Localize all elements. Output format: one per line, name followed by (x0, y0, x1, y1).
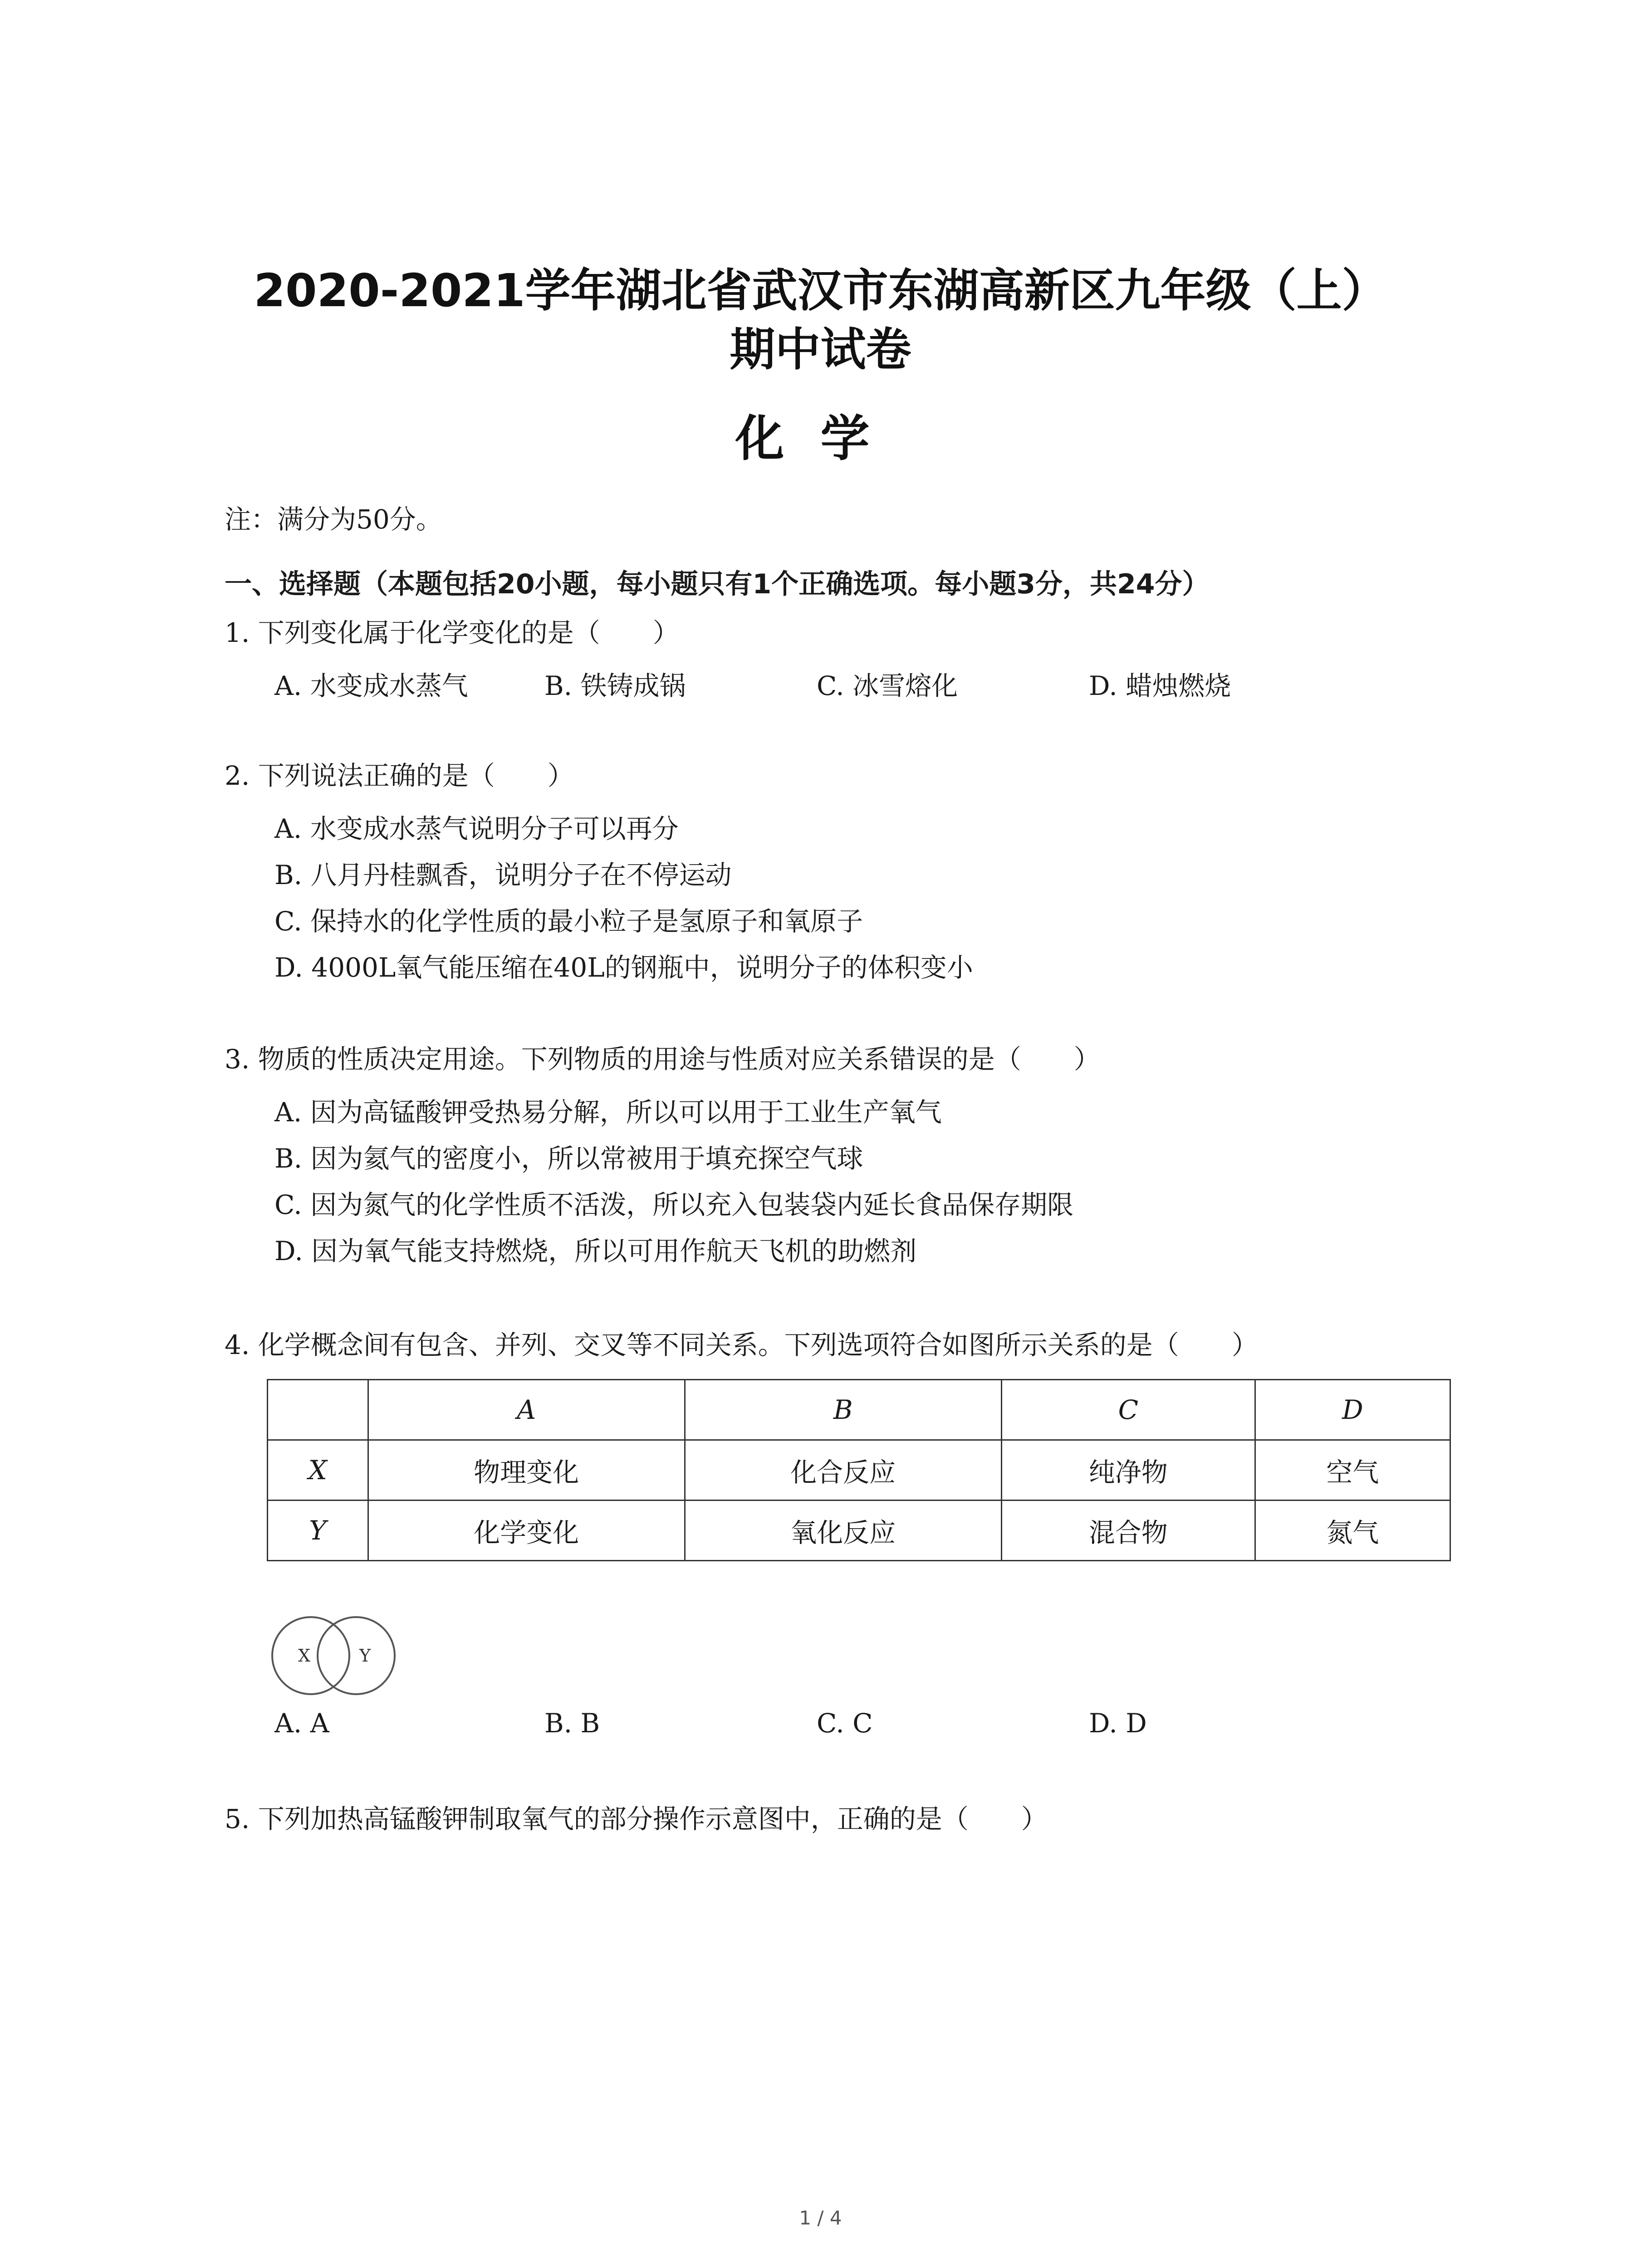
q3-option-d: D. 因为氧气能支持燃烧，所以可用作航天飞机的助燃剂 (274, 1236, 917, 1266)
q3-option-a: A. 因为高锰酸钾受热易分解，所以可以用于工业生产氧气 (274, 1097, 942, 1128)
q2-option-b: B. 八月丹桂飘香，说明分子在不停运动 (274, 860, 732, 890)
table-row (268, 1501, 1450, 1561)
table-header-row (268, 1380, 1450, 1440)
q1-option-d: D. 蜡烛燃烧 (1089, 670, 1231, 701)
question-5-stem: 5. 下列加热高锰酸钾制取氧气的部分操作示意图中，正确的是（ ） (225, 1804, 1048, 1834)
table-row (268, 1440, 1450, 1501)
score-note: 注：满分为50分。 (225, 504, 442, 535)
q2-option-a: A. 水变成水蒸气说明分子可以再分 (274, 813, 679, 844)
q4-option-c: C. C (817, 1708, 873, 1739)
venn-diagram (265, 1613, 411, 1703)
question-1-stem: 1. 下列变化属于化学变化的是（ ） (225, 617, 679, 648)
document-title-line1: 2020-2021学年湖北省武汉市东湖高新区九年级（上） (254, 264, 1387, 317)
table-cell (268, 1380, 368, 1440)
table-cell: B (685, 1380, 1001, 1440)
q3-option-b: B. 因为氦气的密度小，所以常被用于填充探空气球 (274, 1143, 863, 1174)
table-cell: Y (268, 1501, 368, 1561)
q3-option-c: C. 因为氮气的化学性质不活泼，所以充入包装袋内延长食品保存期限 (274, 1189, 1074, 1220)
document-title-line2: 期中试卷 (730, 323, 911, 376)
venn-label-x: X (298, 1646, 311, 1666)
subject-heading: 化学 (735, 411, 906, 467)
table-cell: 纯净物 (1001, 1440, 1255, 1501)
page-number: 1 / 4 (799, 2207, 842, 2229)
table-cell: 氮气 (1255, 1501, 1450, 1561)
table-cell: 氧化反应 (685, 1501, 1001, 1561)
question-4-stem: 4. 化学概念间有包含、并列、交叉等不同关系。下列选项符合如图所示关系的是（ ） (225, 1330, 1258, 1360)
q1-option-c: C. 冰雪熔化 (817, 670, 958, 701)
table-cell: 空气 (1255, 1440, 1450, 1501)
question-2-stem: 2. 下列说法正确的是（ ） (225, 760, 574, 791)
table-cell: 化合反应 (685, 1440, 1001, 1501)
venn-circle-y (318, 1617, 395, 1694)
table-cell: 物理变化 (368, 1440, 685, 1501)
q2-option-c: C. 保持水的化学性质的最小粒子是氢原子和氧原子 (274, 906, 863, 937)
table-cell: C (1001, 1380, 1255, 1440)
table-cell: 混合物 (1001, 1501, 1255, 1561)
venn-circle-x (272, 1617, 349, 1694)
table-cell: A (368, 1380, 685, 1440)
table-cell: 化学变化 (368, 1501, 685, 1561)
table-cell: X (268, 1440, 368, 1501)
question-3-stem: 3. 物质的性质决定用途。下列物质的用途与性质对应关系错误的是（ ） (225, 1044, 1100, 1075)
q1-option-b: B. 铁铸成锅 (544, 670, 686, 701)
q4-option-d: D. D (1089, 1708, 1147, 1739)
q4-option-a: A. A (274, 1708, 329, 1739)
venn-label-y: Y (359, 1646, 371, 1666)
q4-option-b: B. B (544, 1708, 600, 1739)
q2-option-d: D. 4000L氧气能压缩在40L的钢瓶中，说明分子的体积变小 (274, 952, 973, 983)
table-cell: D (1255, 1380, 1450, 1440)
q4-options-table (267, 1379, 1451, 1561)
section-heading: 一、选择题（本题包括20小题，每小题只有1个正确选项。每小题3分，共24分） (225, 568, 1210, 600)
q1-option-a: A. 水变成水蒸气 (274, 670, 468, 701)
